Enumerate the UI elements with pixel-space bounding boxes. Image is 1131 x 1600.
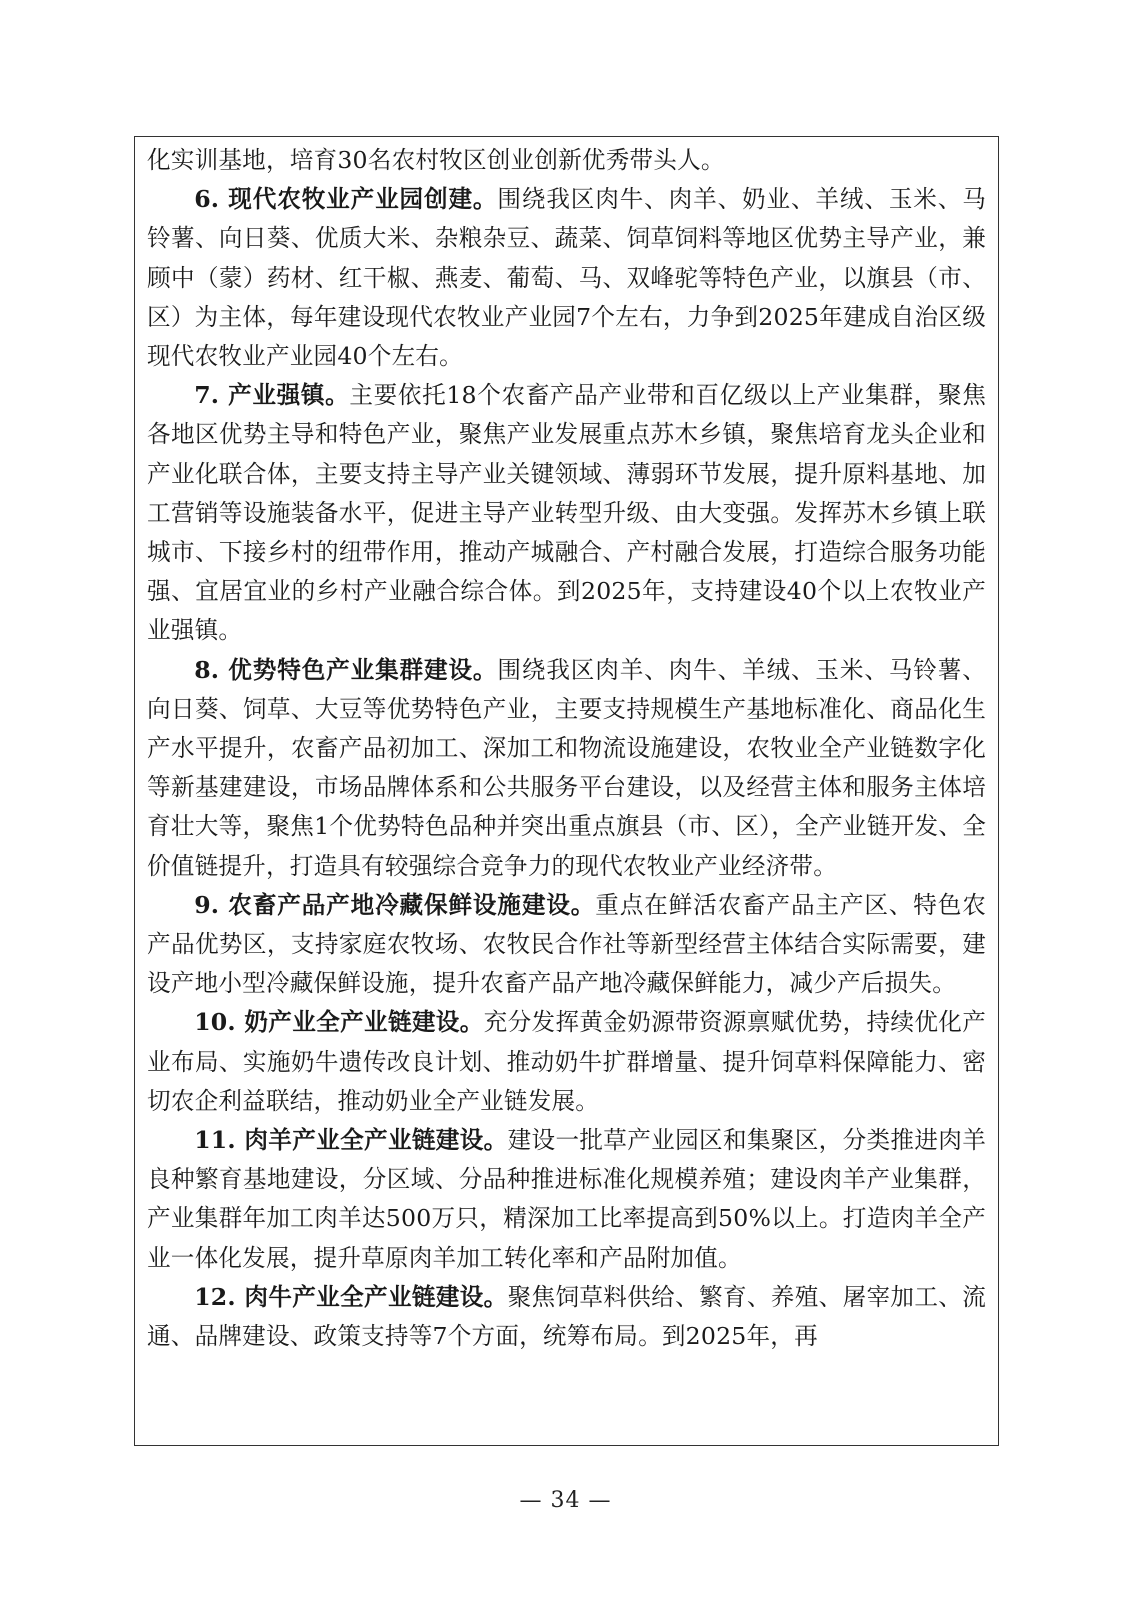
paragraph-text: 建设一批草产业园区和集聚区，分类推进肉羊良种繁育基地建设，分区域、分品种推进标准化规模养殖；建设肉羊产业集群，产业集群年加工肉羊达500万只，精深加工比率提高到50%以上。打造肉羊全产业一体化发展，提升草原肉羊加工转化率和产品附加值。 <box>147 1126 987 1272</box>
paragraph-heading: 11. 肉羊产业全产业链建设。 <box>194 1126 508 1155</box>
paragraph-text: 充分发挥黄金奶源带资源禀赋优势，持续优化产业布局、实施奶牛遗传改良计划、推动奶牛扩群增量、提升饲草料保障能力、密切农企利益联结，推动奶业全产业链发展。 <box>147 1008 986 1115</box>
paragraph-heading: 9. 农畜产品产地冷藏保鲜设施建设。 <box>194 890 596 919</box>
document-body <box>134 136 999 1446</box>
paragraph-text: 化实训基地，培育30名农村牧区创业创新优秀带头人。 <box>147 146 725 174</box>
paragraph-5 <box>147 886 986 1004</box>
paragraph-3 <box>147 376 986 650</box>
paragraph-heading: 6. 现代农牧业产业园创建。 <box>194 185 498 214</box>
paragraph-4 <box>147 651 986 886</box>
paragraph-text: 重点在鲜活农畜产品主产区、特色农产品优势区，支持家庭农牧场、农牧民合作社等新型经营主体结合实际需要，建设产地小型冷藏保鲜设施，提升农畜产品产地冷藏保鲜能力，减少产后损失。 <box>147 890 986 998</box>
paragraph-7 <box>147 1121 986 1278</box>
paragraph-8 <box>147 1278 986 1356</box>
paragraph-heading: 10. 奶产业全产业链建设。 <box>194 1008 484 1037</box>
paragraph-text: 聚焦饲草料供给、繁育、养殖、屠宰加工、流通、品牌建设、政策支持等7个方面，统筹布局。到2025年，再 <box>147 1282 987 1351</box>
paragraph-text: 围绕我区肉牛、肉羊、奶业、羊绒、玉米、马铃薯、向日葵、优质大米、杂粮杂豆、蔬菜、饲草饲料等地区优势主导产业，兼顾中（蒙）药材、红干椒、燕麦、葡萄、马、双峰驼等特色产业，以旗县（市、区）为主体，每年建设现代农牧业产业园7个左右，力争到2025年建成自治区级现代农牧业产业园40个左右。 <box>147 185 986 371</box>
paragraph-text: 围绕我区肉羊、肉牛、羊绒、玉米、马铃薯、向日葵、饲草、大豆等优势特色产业，主要支持规模生产基地标准化、商品化生产水平提升，农畜产品初加工、深加工和物流设施建设，农牧业全产业链数字化等新基建建设，市场品牌体系和公共服务平台建设，以及经营主体和服务主体培育壮大等，聚焦1个优势特色品种并突出重点旗县（市、区），全产业链开发、全价值链提升，打造具有较强综合竞争力的现代农牧业产业经济带。 <box>147 655 986 880</box>
paragraph-heading: 8. 优势特色产业集群建设。 <box>194 655 498 684</box>
paragraph-heading: 12. 肉牛产业全产业链建设。 <box>194 1282 508 1311</box>
paragraph-2 <box>147 180 986 376</box>
paragraph-text: 主要依托18个农畜产品产业带和百亿级以上产业集群，聚焦各地区优势主导和特色产业，聚焦产业发展重点苏木乡镇，聚焦培育龙头企业和产业化联合体，主要支持主导产业关键领域、薄弱环节发展，提升原料基地、加工营销等设施装备水平，促进主导产业转型升级、由大变强。发挥苏木乡镇上联城市、下接乡村的纽带作用，推动产城融合、产村融合发展，打造综合服务功能强、宜居宜业的乡村产业融合综合体。到2025年，支持建设40个以上农牧业产业强镇。 <box>147 381 986 645</box>
paragraph-heading: 7. 产业强镇。 <box>194 381 350 410</box>
paragraph-1 <box>147 141 986 180</box>
page-number: — 34 — <box>519 1488 612 1513</box>
paragraph-6 <box>147 1003 986 1121</box>
